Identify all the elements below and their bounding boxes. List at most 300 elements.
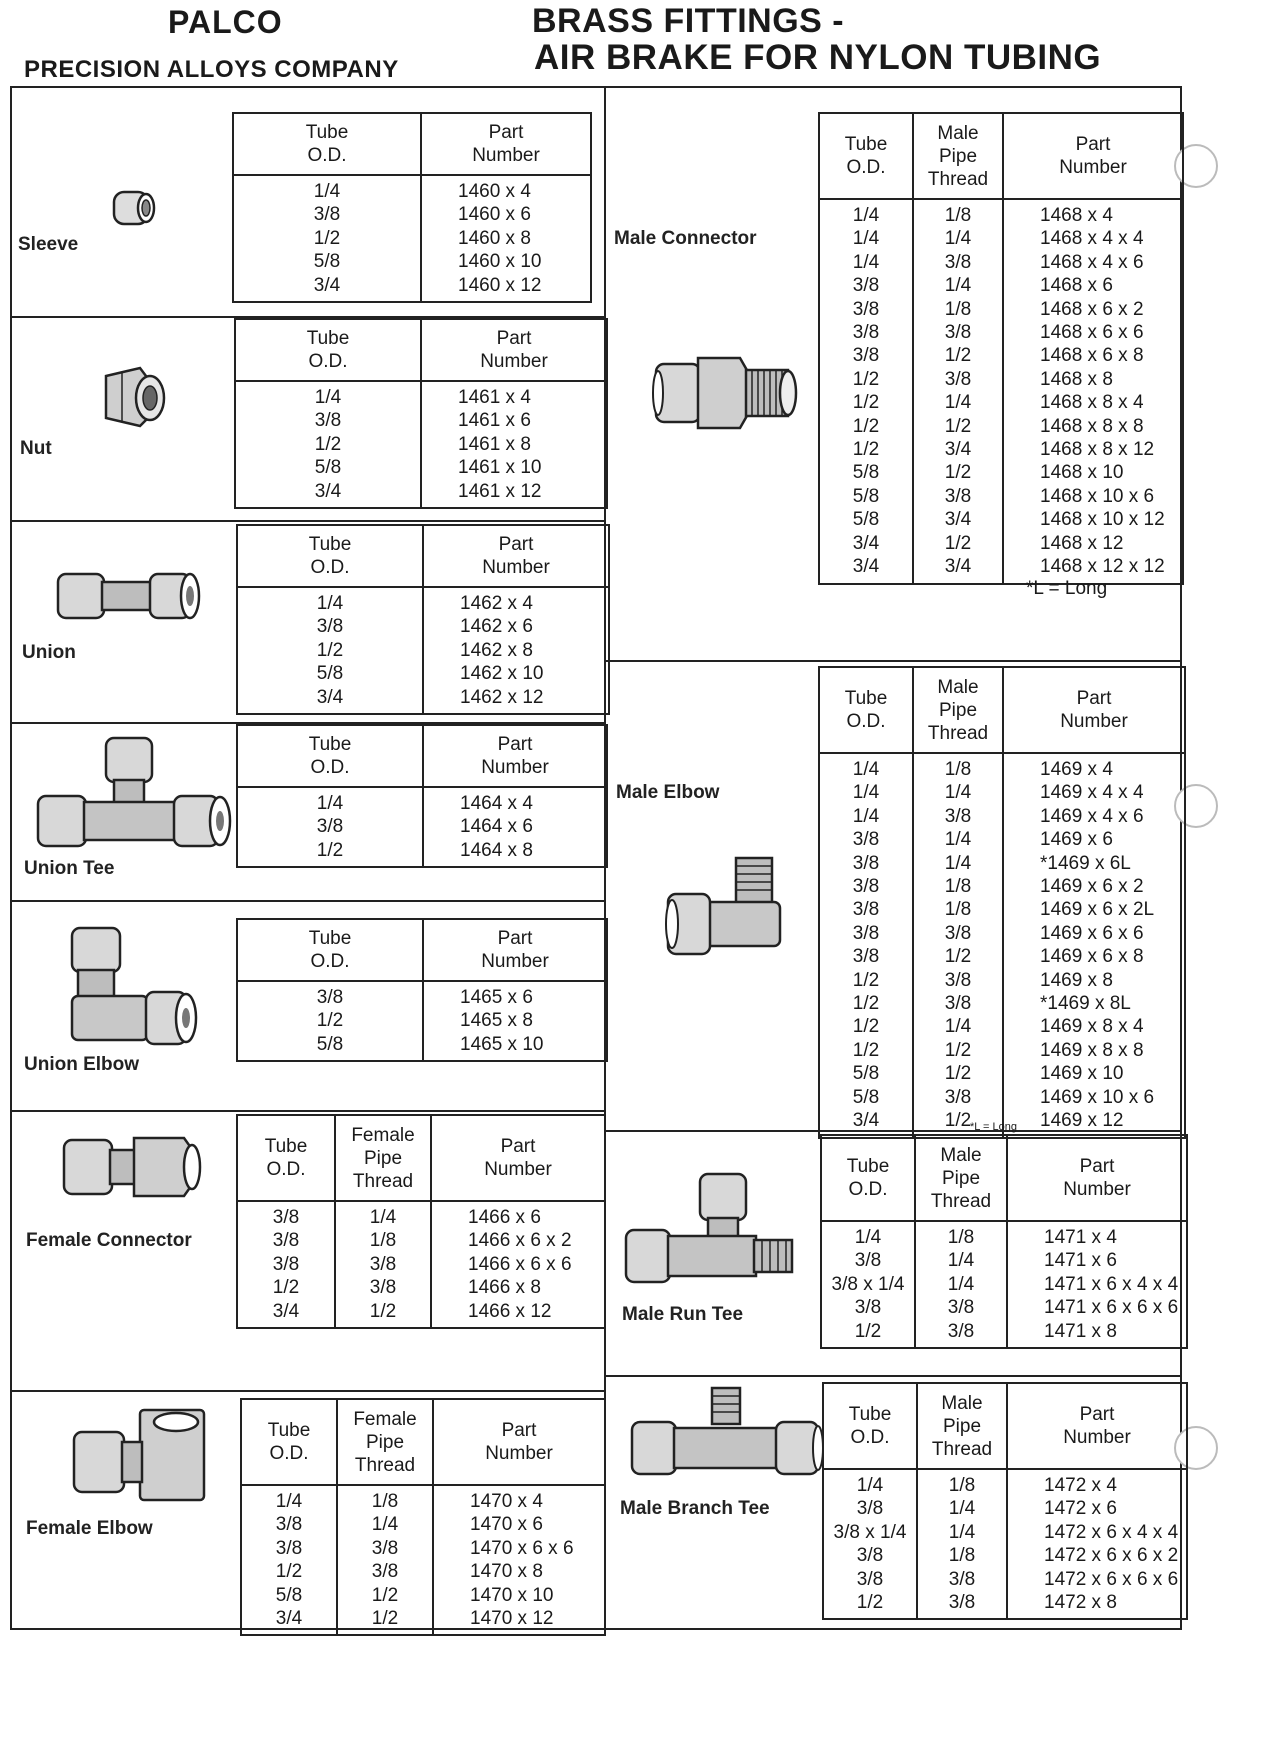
table-cell: 1/4	[316, 593, 344, 614]
table-cell: 3/8	[944, 322, 972, 344]
table-cell: 1/2	[371, 1584, 399, 1606]
table-cell: 5/8	[316, 1033, 344, 1055]
table-cell: 1468 x 8	[1040, 368, 1113, 390]
column-values	[1007, 1469, 1187, 1619]
table-cell: 1461 x 4	[458, 387, 531, 408]
table-cell: 3/8	[944, 251, 972, 273]
section-label-union: Union	[22, 642, 76, 663]
section-divider	[10, 1390, 604, 1392]
table-cell: 3/8	[316, 816, 344, 838]
table-cell: 3/8	[852, 852, 880, 874]
table-cell: 3/4	[852, 556, 880, 578]
column-values	[237, 981, 423, 1061]
union-fitting-icon	[52, 560, 202, 630]
table-cell: 3/8	[275, 1514, 303, 1536]
table-cell: 1/4	[854, 1227, 882, 1248]
table-cell: 1466 x 8	[468, 1277, 541, 1299]
column-values	[819, 753, 913, 1138]
table-cell: 1469 x 6 x 8	[1040, 946, 1144, 968]
section-label-union-tee: Union Tee	[24, 858, 115, 879]
column-values	[235, 381, 421, 508]
table-cell: 1/2	[944, 532, 972, 554]
table-cell: 1/4	[947, 1250, 975, 1272]
table-cell: 1/4	[944, 829, 972, 851]
union-elbow-fitting-icon	[64, 924, 200, 1048]
table-cell: 1/2	[852, 368, 880, 390]
table-cell: 1461 x 8	[458, 433, 531, 455]
table-cell: 1468 x 10	[1040, 462, 1124, 484]
table-cell: 1460 x 4	[458, 181, 531, 202]
table-cell: 1/2	[316, 839, 344, 861]
column-values	[431, 1201, 605, 1328]
column-values	[421, 381, 607, 508]
table-cell: 1471 x 6 x 6 x 6	[1044, 1297, 1179, 1319]
table-cell: 1470 x 4	[470, 1491, 543, 1512]
section-label-nut: Nut	[20, 438, 52, 459]
table-cell: 3/4	[944, 556, 972, 578]
table-cell: 1/2	[314, 433, 342, 455]
table-cell: 5/8	[852, 1086, 880, 1108]
column-values	[423, 787, 607, 867]
right-table-male-elbow	[818, 666, 1186, 1139]
table-cell: 1472 x 8	[1044, 1592, 1117, 1614]
column-header: Part Number	[423, 525, 609, 587]
company-name: PALCO	[168, 4, 283, 40]
column-header: Tube O.D.	[237, 725, 423, 787]
table-cell: 3/4	[316, 686, 344, 708]
table-cell: 1468 x 4 x 6	[1040, 251, 1144, 273]
table-cell: 1469 x 4 x 4	[1040, 782, 1144, 804]
column-values	[337, 1485, 433, 1635]
column-values	[823, 1469, 917, 1619]
table-cell: 3/4	[944, 509, 972, 531]
table-cell: 1472 x 4	[1044, 1475, 1117, 1496]
column-header: Tube O.D.	[823, 1383, 917, 1469]
column-header: Part Number	[1007, 1135, 1187, 1221]
column-header: Female Pipe Thread	[337, 1399, 433, 1485]
table-cell: 1462 x 6	[460, 616, 533, 638]
table-cell: 1/2	[369, 1300, 397, 1322]
table-cell: 1/8	[371, 1491, 399, 1512]
table-cell: *1469 x 8L	[1040, 993, 1131, 1015]
table-cell: 3/4	[852, 1110, 880, 1132]
table-cell: 1469 x 6 x 2	[1040, 876, 1144, 898]
column-values	[1007, 1221, 1187, 1348]
table-cell: 5/8	[314, 457, 342, 479]
table-cell: 1466 x 6	[468, 1207, 541, 1228]
table-cell: 5/8	[852, 485, 880, 507]
company-full-name: PRECISION ALLOYS COMPANY	[24, 56, 399, 83]
table-cell: 1460 x 12	[458, 274, 542, 296]
table-cell: 1460 x 6	[458, 204, 531, 226]
table-cell: 1/2	[854, 1320, 882, 1342]
section-label-female-connector: Female Connector	[26, 1230, 192, 1251]
table-cell: 1/2	[852, 1039, 880, 1061]
table-cell: 3/4	[852, 532, 880, 554]
table-cell: 1/4	[944, 852, 972, 874]
table-cell: 1/4	[948, 1498, 976, 1520]
table-cell: 1/2	[316, 639, 344, 661]
table-cell: 1/4	[944, 782, 972, 804]
table-cell: *1469 x 6L	[1040, 852, 1131, 874]
table-cell: 3/8	[852, 829, 880, 851]
table-cell: 1471 x 8	[1044, 1320, 1117, 1342]
table-cell: 3/8	[852, 946, 880, 968]
column-header: Tube O.D.	[819, 113, 913, 199]
male-connector-fitting-icon	[652, 352, 800, 432]
column-header: Male Pipe Thread	[913, 667, 1003, 753]
table-cell: 1469 x 12	[1040, 1110, 1124, 1132]
nut-fitting-icon	[96, 364, 170, 430]
table-cell: 1/8	[944, 759, 972, 780]
table-cell: 3/8	[944, 485, 972, 507]
table-cell: 3/8	[944, 969, 972, 991]
table-cell: 1/4	[948, 1521, 976, 1543]
table-cell: 3/8	[369, 1277, 397, 1299]
column-values	[1003, 753, 1185, 1138]
female-elbow-fitting-icon	[70, 1406, 208, 1510]
table-cell: 1470 x 10	[470, 1584, 554, 1606]
table-cell: 1/8	[944, 876, 972, 898]
table-cell: 3/8	[313, 204, 341, 226]
table-cell: 1470 x 8	[470, 1561, 543, 1583]
table-cell: 1/4	[316, 793, 344, 814]
table-cell: 1461 x 6	[458, 410, 531, 432]
table-cell: 1469 x 8 x 4	[1040, 1016, 1144, 1038]
section-label-male-branch-tee: Male Branch Tee	[620, 1498, 770, 1519]
left-table-female-elbow	[240, 1398, 606, 1636]
column-header: Part Number	[1003, 667, 1185, 753]
column-header: Tube O.D.	[237, 919, 423, 981]
table-cell: 1/4	[275, 1491, 303, 1512]
table-cell: 5/8	[852, 1063, 880, 1085]
union-tee-fitting-icon	[34, 734, 234, 852]
table-cell: 3/8	[371, 1537, 399, 1559]
page-title-line2: AIR BRAKE FOR NYLON TUBING	[534, 38, 1102, 77]
table-cell: 1466 x 12	[468, 1300, 552, 1322]
table-cell: 1471 x 6	[1044, 1250, 1117, 1272]
section-divider	[604, 1375, 1182, 1377]
column-values	[423, 587, 609, 714]
table-cell: 5/8	[316, 663, 344, 685]
section-divider	[10, 520, 604, 522]
column-header: Male Pipe Thread	[915, 1135, 1007, 1221]
column-header: Tube O.D.	[241, 1399, 337, 1485]
column-header: Part Number	[1003, 113, 1183, 199]
table-cell: 3/8	[316, 616, 344, 638]
column-header: Tube O.D.	[237, 1115, 335, 1201]
left-table-union	[236, 524, 610, 715]
column-header: Male Pipe Thread	[917, 1383, 1007, 1469]
table-cell: 1465 x 6	[460, 987, 533, 1008]
column-values	[433, 1485, 605, 1635]
table-cell: 3/8	[852, 345, 880, 367]
table-cell: 1469 x 6	[1040, 829, 1113, 851]
table-cell: 1/4	[852, 805, 880, 827]
table-cell: 1469 x 8 x 8	[1040, 1039, 1144, 1061]
column-header: Tube O.D.	[819, 667, 913, 753]
table-cell: 1/2	[944, 345, 972, 367]
section-label-female-elbow: Female Elbow	[26, 1518, 153, 1539]
section-divider	[10, 1110, 604, 1112]
column-header: Tube O.D.	[235, 319, 421, 381]
column-values	[237, 1201, 335, 1328]
table-cell: 1469 x 10	[1040, 1063, 1124, 1085]
table-cell: 1/4	[313, 181, 341, 202]
column-header: Female Pipe Thread	[335, 1115, 431, 1201]
table-cell: 1469 x 6 x 6	[1040, 922, 1144, 944]
male-branch-tee-fitting-icon	[628, 1384, 824, 1484]
table-cell: 1/2	[852, 392, 880, 414]
table-cell: 3/4	[272, 1300, 300, 1322]
table-cell: 1/4	[852, 759, 880, 780]
table-cell: 1/2	[313, 227, 341, 249]
table-cell: 3/4	[275, 1608, 303, 1630]
left-table-female-connector	[236, 1114, 606, 1329]
table-cell: 1/4	[944, 392, 972, 414]
table-cell: 3/8	[316, 987, 344, 1008]
table-cell: 1465 x 8	[460, 1010, 533, 1032]
section-label-union-elbow: Union Elbow	[24, 1054, 140, 1075]
table-cell: 1469 x 4	[1040, 759, 1113, 780]
column-values	[233, 175, 421, 302]
table-cell: 1468 x 8 x 12	[1040, 439, 1155, 461]
table-cell: 1460 x 10	[458, 251, 542, 273]
table-cell: 3/8	[944, 368, 972, 390]
sleeve-fitting-icon	[110, 186, 158, 230]
table-cell: 3/8	[856, 1545, 884, 1567]
table-cell: 1470 x 6 x 6	[470, 1537, 574, 1559]
table-cell: 3/4	[313, 274, 341, 296]
left-table-union-tee	[236, 724, 608, 868]
table-cell: 1/2	[316, 1010, 344, 1032]
long-note-small: *L = Long	[970, 1121, 1017, 1133]
table-cell: 3/8	[856, 1568, 884, 1590]
table-cell: 1/4	[371, 1514, 399, 1536]
section-divider	[10, 900, 604, 902]
left-table-union-elbow	[236, 918, 608, 1062]
table-cell: 3/8	[369, 1253, 397, 1275]
table-cell: 1/4	[944, 1016, 972, 1038]
table-cell: 1471 x 4	[1044, 1227, 1117, 1248]
page-title-line1: BRASS FITTINGS -	[532, 2, 845, 40]
column-values	[421, 175, 591, 302]
table-cell: 1468 x 12 x 12	[1040, 556, 1165, 578]
table-cell: 1/2	[272, 1277, 300, 1299]
table-cell: 1/2	[944, 1039, 972, 1061]
table-cell: 1462 x 10	[460, 663, 544, 685]
male-elbow-fitting-icon	[664, 850, 788, 962]
column-header: Tube O.D.	[821, 1135, 915, 1221]
right-table-male-connector	[818, 112, 1184, 585]
table-cell: 3/8	[275, 1537, 303, 1559]
table-cell: 5/8	[852, 509, 880, 531]
table-cell: 1468 x 6 x 2	[1040, 298, 1144, 320]
column-values	[913, 199, 1003, 584]
table-cell: 1469 x 4 x 6	[1040, 805, 1144, 827]
table-cell: 3/8	[852, 922, 880, 944]
table-cell: 3/8	[852, 275, 880, 297]
column-values	[237, 587, 423, 714]
table-cell: 1468 x 10 x 6	[1040, 485, 1155, 507]
table-cell: 3/8	[944, 1086, 972, 1108]
table-cell: 1464 x 6	[460, 816, 533, 838]
column-values	[237, 787, 423, 867]
table-cell: 3/4	[944, 439, 972, 461]
table-cell: 3/8 x 1/4	[831, 1273, 905, 1295]
section-label-male-elbow: Male Elbow	[616, 782, 720, 803]
table-cell: 1/8	[369, 1230, 397, 1252]
column-values	[241, 1485, 337, 1635]
table-cell: 1460 x 8	[458, 227, 531, 249]
table-cell: 3/8	[371, 1561, 399, 1583]
column-header: Tube O.D.	[233, 113, 421, 175]
table-cell: 1466 x 6 x 2	[468, 1230, 572, 1252]
table-cell: 1/2	[852, 1016, 880, 1038]
table-cell: 1/2	[944, 462, 972, 484]
long-note: *L = Long	[1026, 578, 1108, 599]
left-table-sleeve	[232, 112, 592, 303]
table-cell: 3/8 x 1/4	[833, 1521, 907, 1543]
right-table-male-run-tee	[820, 1134, 1188, 1349]
table-cell: 1468 x 8 x 4	[1040, 392, 1144, 414]
table-cell: 1468 x 4	[1040, 205, 1113, 226]
table-cell: 1468 x 6	[1040, 275, 1113, 297]
column-header: Part Number	[421, 113, 591, 175]
table-cell: 1/2	[944, 946, 972, 968]
table-cell: 1461 x 12	[458, 480, 542, 502]
table-cell: 1462 x 8	[460, 639, 533, 661]
table-cell: 1/4	[944, 275, 972, 297]
table-cell: 1469 x 10 x 6	[1040, 1086, 1155, 1108]
table-cell: 1/4	[852, 251, 880, 273]
column-values	[1003, 199, 1183, 584]
table-cell: 3/8	[854, 1297, 882, 1319]
table-cell: 1/2	[371, 1608, 399, 1630]
table-cell: 1/4	[947, 1273, 975, 1295]
table-cell: 1/8	[948, 1475, 976, 1496]
table-cell: 1/4	[852, 228, 880, 250]
table-cell: 3/8	[852, 876, 880, 898]
column-values	[335, 1201, 431, 1328]
table-cell: 1/2	[944, 1110, 972, 1132]
column-values	[915, 1221, 1007, 1348]
table-cell: 1/2	[852, 415, 880, 437]
column-header: Part Number	[431, 1115, 605, 1201]
table-cell: 5/8	[275, 1584, 303, 1606]
table-cell: 1/2	[852, 439, 880, 461]
table-cell: 1468 x 4 x 4	[1040, 228, 1144, 250]
table-cell: 1468 x 6 x 6	[1040, 322, 1144, 344]
table-cell: 3/8	[272, 1253, 300, 1275]
table-cell: 1464 x 4	[460, 793, 533, 814]
table-cell: 3/8	[272, 1230, 300, 1252]
table-cell: 1/8	[944, 899, 972, 921]
table-cell: 1464 x 8	[460, 839, 533, 861]
column-values	[821, 1221, 915, 1348]
table-cell: 3/8	[947, 1320, 975, 1342]
table-cell: 1466 x 6 x 6	[468, 1253, 572, 1275]
column-values	[913, 753, 1003, 1138]
column-header: Part Number	[421, 319, 607, 381]
table-cell: 1471 x 6 x 4 x 4	[1044, 1273, 1179, 1295]
table-cell: 3/8	[947, 1297, 975, 1319]
column-values	[423, 981, 607, 1061]
table-cell: 5/8	[313, 251, 341, 273]
table-cell: 3/8	[856, 1498, 884, 1520]
left-table-nut	[234, 318, 608, 509]
table-cell: 3/8	[948, 1568, 976, 1590]
table-cell: 1468 x 12	[1040, 532, 1124, 554]
section-divider	[604, 660, 1182, 662]
table-cell: 1/8	[947, 1227, 975, 1248]
table-cell: 1462 x 12	[460, 686, 544, 708]
column-values	[917, 1469, 1007, 1619]
table-cell: 1/8	[944, 205, 972, 226]
table-cell: 1470 x 6	[470, 1514, 543, 1536]
table-cell: 3/8	[272, 1207, 300, 1228]
table-cell: 1/2	[856, 1592, 884, 1614]
table-cell: 1/4	[856, 1475, 884, 1496]
table-cell: 1468 x 6 x 8	[1040, 345, 1144, 367]
table-cell: 5/8	[852, 462, 880, 484]
table-cell: 3/8	[852, 298, 880, 320]
table-cell: 3/8	[944, 805, 972, 827]
table-cell: 1469 x 8	[1040, 969, 1113, 991]
table-cell: 1472 x 6	[1044, 1498, 1117, 1520]
table-cell: 1/4	[314, 387, 342, 408]
table-cell: 1/4	[852, 782, 880, 804]
column-values	[819, 199, 913, 584]
column-header: Male Pipe Thread	[913, 113, 1003, 199]
section-label-sleeve: Sleeve	[18, 234, 79, 255]
table-cell: 1/8	[948, 1545, 976, 1567]
table-cell: 3/8	[944, 922, 972, 944]
table-cell: 1468 x 8 x 8	[1040, 415, 1144, 437]
table-cell: 1462 x 4	[460, 593, 533, 614]
table-cell: 1461 x 10	[458, 457, 542, 479]
table-cell: 1/4	[369, 1207, 397, 1228]
table-cell: 1469 x 6 x 2L	[1040, 899, 1155, 921]
column-header: Part Number	[423, 919, 607, 981]
column-header: Part Number	[1007, 1383, 1187, 1469]
table-cell: 1472 x 6 x 6 x 2	[1044, 1545, 1179, 1567]
section-label-male-connector: Male Connector	[614, 228, 757, 249]
table-cell: 1/4	[852, 205, 880, 226]
table-cell: 1465 x 10	[460, 1033, 544, 1055]
table-cell: 3/8	[314, 410, 342, 432]
table-cell: 1/2	[852, 969, 880, 991]
section-label-male-run-tee: Male Run Tee	[622, 1304, 744, 1325]
table-cell: 1472 x 6 x 4 x 4	[1044, 1521, 1179, 1543]
table-cell: 1472 x 6 x 6 x 6	[1044, 1568, 1179, 1590]
table-cell: 1/2	[944, 1063, 972, 1085]
table-cell: 3/8	[852, 899, 880, 921]
table-cell: 1470 x 12	[470, 1608, 554, 1630]
female-connector-fitting-icon	[60, 1130, 204, 1204]
table-cell: 3/8	[854, 1250, 882, 1272]
table-cell: 3/8	[852, 322, 880, 344]
table-cell: 1/2	[852, 993, 880, 1015]
male-run-tee-fitting-icon	[622, 1170, 798, 1288]
table-cell: 3/8	[948, 1592, 976, 1614]
right-table-male-branch-tee	[822, 1382, 1188, 1620]
table-cell: 3/8	[944, 993, 972, 1015]
column-header: Part Number	[423, 725, 607, 787]
table-cell: 1468 x 10 x 12	[1040, 509, 1165, 531]
table-cell: 1/2	[275, 1561, 303, 1583]
table-cell: 3/4	[314, 480, 342, 502]
